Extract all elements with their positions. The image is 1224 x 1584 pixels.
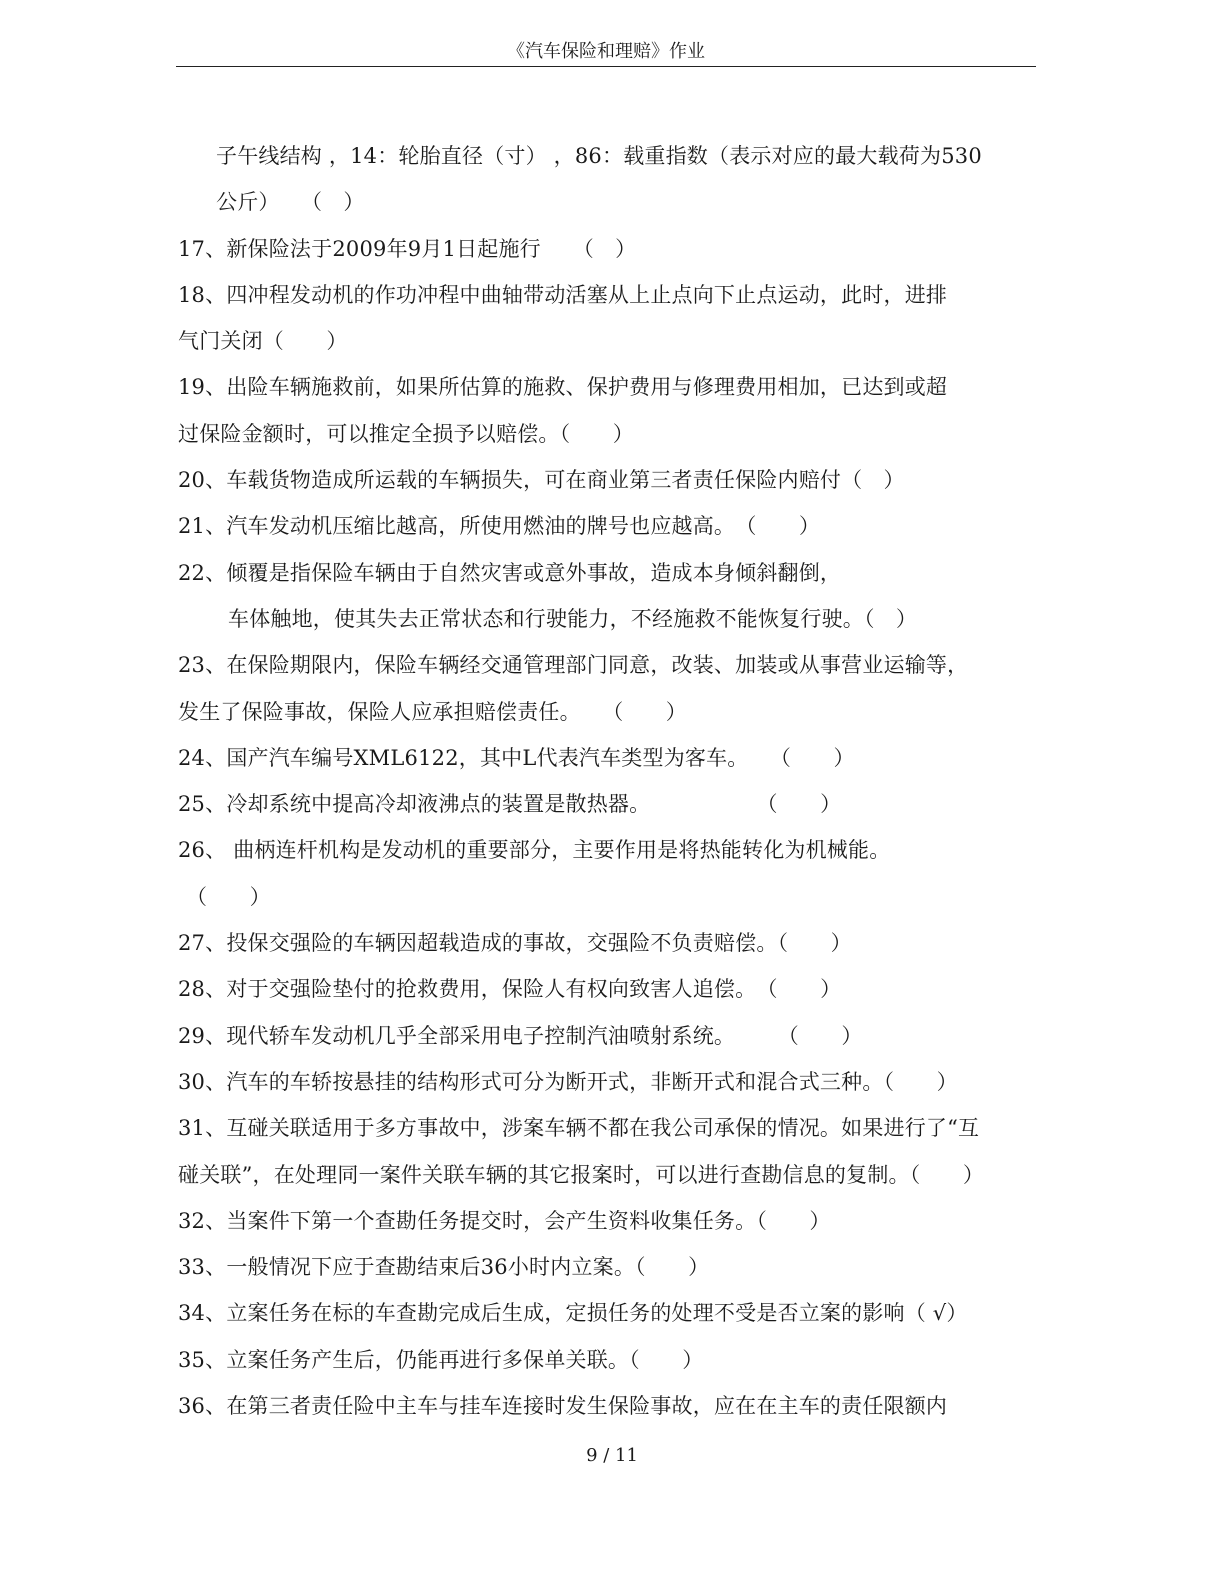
question-27: 27、投保交强险的车辆因超载造成的事故，交强险不负责赔偿。（ ）	[178, 931, 852, 956]
question-23: 23、在保险期限内，保险车辆经交通管理部门同意，改装、加装或从事营业运输等，	[178, 653, 969, 678]
text-line: （ ）	[186, 884, 271, 909]
question-24: 24、国产汽车编号XML6122，其中L代表汽车类型为客车。 （ ）	[178, 745, 855, 770]
document-body	[178, 133, 1038, 1429]
text-line: 发生了保险事故，保险人应承担赔偿责任。 （ ）	[178, 699, 687, 724]
question-21: 21、汽车发动机压缩比越高，所使用燃油的牌号也应越高。 （ ）	[178, 514, 821, 539]
text-line: 车体触地，使其失去正常状态和行驶能力，不经施救不能恢复行驶。（ ）	[228, 606, 918, 631]
text-line: 碰关联”，在处理同一案件关联车辆的其它报案时，可以进行查勘信息的复制。（ ）	[178, 1162, 985, 1187]
question-33: 33、一般情况下应于查勘结束后36小时内立案。（ ）	[178, 1255, 710, 1280]
question-19: 19、出险车辆施救前，如果所估算的施救、保护费用与修理费用相加，已达到或超	[178, 375, 948, 400]
question-25: 25、冷却系统中提高冷却液沸点的装置是散热器。 （ ）	[178, 792, 842, 817]
page-number: 9 / 11	[586, 1445, 638, 1466]
question-29: 29、现代轿车发动机几乎全部采用电子控制汽油喷射系统。 （ ）	[178, 1023, 863, 1048]
question-18: 18、四冲程发动机的作功冲程中曲轴带动活塞从上止点向下止点运动，此时，进排	[178, 282, 948, 307]
question-28: 28、对于交强险垫付的抢救费用，保险人有权向致害人追偿。 （ ）	[178, 977, 842, 1002]
question-36: 36、在第三者责任险中主车与挂车连接时发生保险事故，应在在主车的责任限额内	[178, 1394, 948, 1419]
question-26: 26、 曲柄连杆机构是发动机的重要部分，主要作用是将热能转化为机械能。	[178, 838, 891, 863]
question-31: 31、互碰关联适用于多方事故中，涉案车辆不都在我公司承保的情况。如果进行了“互	[178, 1116, 980, 1141]
text-line: 过保险金额时，可以推定全损予以赔偿。（ ）	[178, 421, 634, 446]
page-header: 《汽车保险和理赔》作业	[507, 41, 705, 62]
question-35: 35、立案任务产生后，仍能再进行多保单关联。（ ）	[178, 1347, 704, 1372]
question-30: 30、汽车的车轿按悬挂的结构形式可分为断开式，非断开式和混合式三种。（ ）	[178, 1069, 958, 1094]
header-rule	[176, 66, 1036, 67]
text-line: 子午线结构 ，14：轮胎直径（寸） ，86：载重指数（表示对应的最大载荷为530	[216, 144, 982, 168]
text-line: 公斤） （ ）	[216, 190, 365, 215]
question-32: 32、当案件下第一个查勘任务提交时，会产生资料收集任务。（ ）	[178, 1208, 831, 1233]
question-17: 17、新保险法于2009年9月1日起施行 （ ）	[178, 236, 637, 261]
question-20: 20、车载货物造成所运载的车辆损失，可在商业第三者责任保险内赔付（ ）	[178, 468, 905, 493]
question-34: 34、立案任务在标的车查勘完成后生成，定损任务的处理不受是否立案的影响（ √）	[178, 1301, 968, 1326]
text-line: 气门关闭（ ）	[178, 329, 348, 354]
question-22: 22、倾覆是指保险车辆由于自然灾害或意外事故，造成本身倾斜翻倒，	[178, 560, 842, 585]
